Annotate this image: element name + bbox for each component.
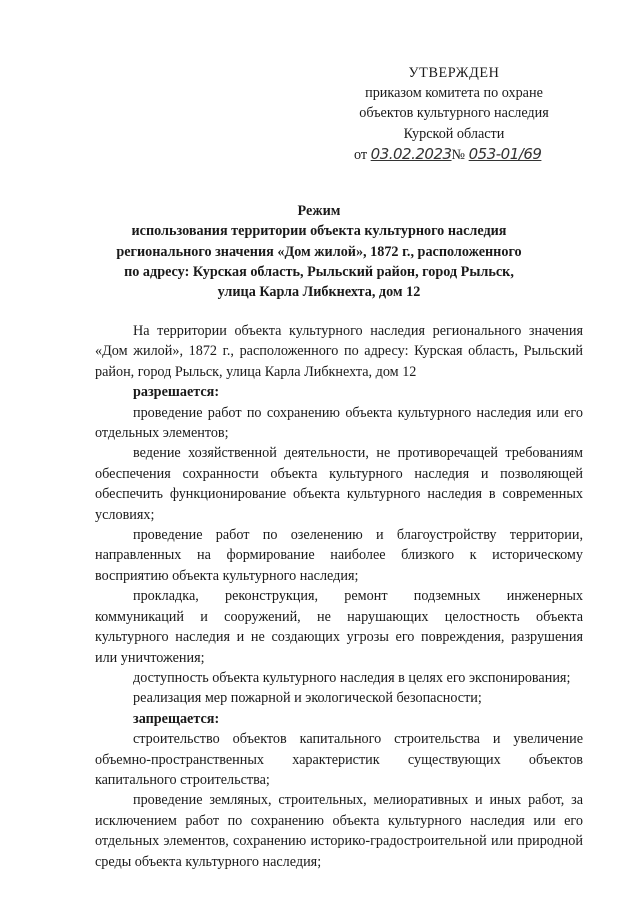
forbidden-heading: запрещается:	[133, 710, 220, 727]
approval-date-line	[348, 144, 560, 165]
allowed-item: реализация мер пожарной и экологической безопасности;	[133, 690, 482, 707]
title-line-2: использования территории объекта культурного наследия	[131, 223, 507, 240]
forbidden-item: проведение земляных, строительных, мелиоративных и иных работ, за исключением работ по сохранению объекта культурного наследия или его отдельных элементов, сохранению историко-градостроительной или природной среды объекта культурного наследия;	[95, 792, 583, 870]
title-line-5: улица Карла Либкнехта, дом 12	[217, 284, 421, 301]
allowed-heading: разрешается:	[133, 384, 220, 401]
allowed-item: проведение работ по озеленению и благоустройству территории, направленных на формирование наиболее близкого к историческому восприятию объекта культурного наследия;	[95, 527, 583, 584]
date-prefix: от	[354, 146, 368, 163]
document-title	[90, 201, 548, 302]
title-line-3: регионального значения «Дом жилой», 1872 г., расположенного	[116, 243, 522, 260]
handwritten-date: 03.02.2023	[370, 144, 452, 163]
allowed-item: доступность объекта культурного наследия в целях его экспонирования;	[133, 669, 571, 686]
title-line-4: по адресу: Курская область, Рыльский район, город Рыльск,	[124, 263, 514, 280]
approval-line-1: приказом комитета по охране	[365, 85, 543, 102]
approval-line-2: объектов культурного наследия	[359, 105, 549, 122]
approval-line-3: Курской области	[403, 125, 505, 142]
intro-paragraph: На территории объекта культурного наследия регионального значения «Дом жилой», 1872 г., расположенного по адресу: Курская область, Рыльский район, город Рыльск, улица Карла Либкнехта, дом 12	[95, 323, 583, 380]
allowed-item: ведение хозяйственной деятельности, не противоречащей требованиям обеспечения сохранности объекта культурного наследия и позволяющей обеспечить функционирование объекта культурного наследия в современных условиях;	[95, 445, 583, 523]
approval-title: УТВЕРЖДЕН	[408, 65, 500, 81]
forbidden-item: строительство объектов капитального строительства и увеличение объемно-пространственных характеристик существующих объектов капитального строительства;	[95, 731, 583, 788]
approval-block	[348, 63, 560, 165]
document-body	[95, 321, 583, 872]
number-prefix: №	[451, 146, 466, 163]
allowed-item: проведение работ по сохранению объекта культурного наследия или его отдельных элементов;	[95, 404, 583, 442]
handwritten-number: 053-01/69	[468, 144, 542, 163]
title-line-1: Режим	[297, 203, 341, 219]
allowed-item: прокладка, реконструкция, ремонт подземных инженерных коммуникаций и сооружений, не нарушающих целостность объекта культурного наследия и не создающих угрозы его повреждения, разрушения или уничтожения;	[95, 588, 583, 666]
